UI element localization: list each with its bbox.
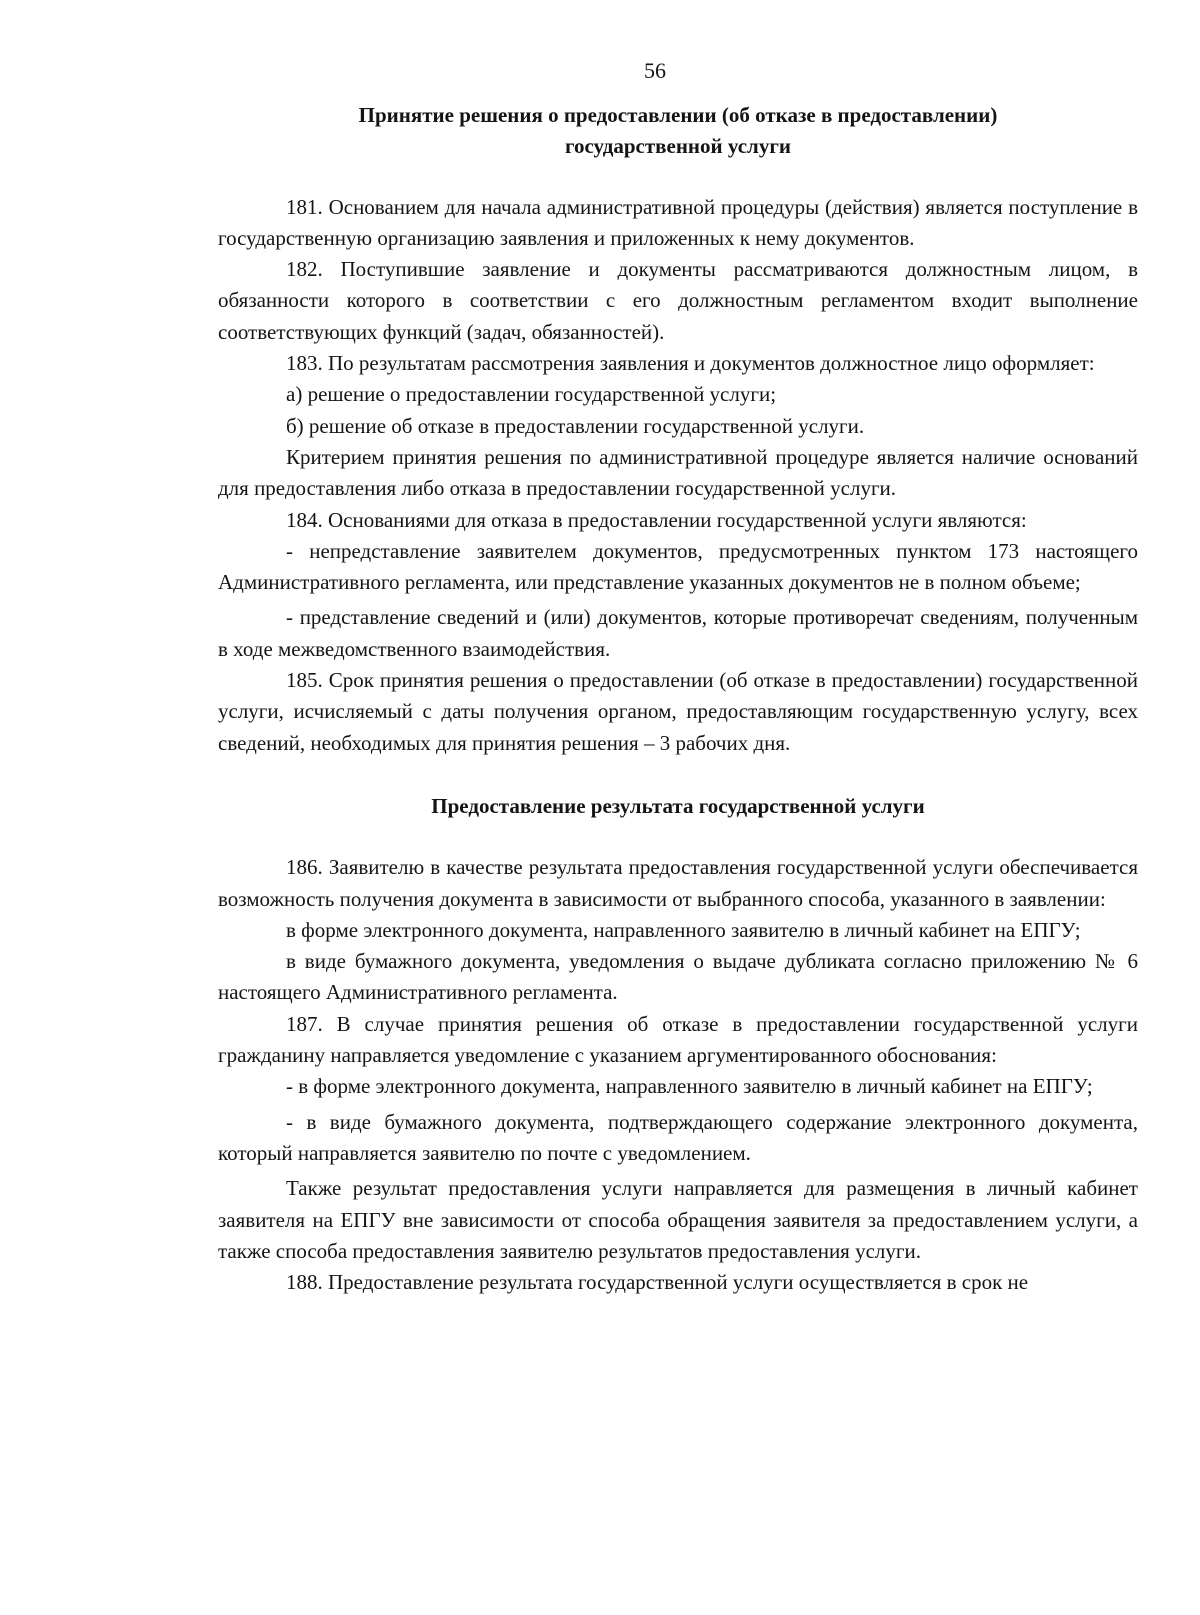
heading-line-1: Принятие решения о предоставлении (об отказе в предоставлении) (358, 103, 998, 127)
paragraph-187: 187. В случае принятия решения об отказе в предоставлении государственной услуги гражданину направляется уведомление с указанием аргументированного обоснования: (218, 1011, 1138, 1068)
paragraph-186-item-1: в форме электронного документа, направленного заявителю в личный кабинет на ЕПГУ; (286, 917, 1081, 942)
paragraph-184-item-1: - непредставление заявителем документов, предусмотренных пунктом 173 настоящего Административного регламента, или представление указанных документов не в полном объеме; (218, 538, 1138, 595)
paragraph-182: 182. Поступившие заявление и документы рассматриваются должностным лицом, в обязанности которого в соответствии с его должностным регламентом входит выполнение соответствующих функций (задач, обязанностей). (218, 257, 1138, 344)
section-heading-result: Предоставление результата государственной услуги (431, 793, 925, 818)
section-heading-decision (218, 100, 1138, 163)
paragraph-181: 181. Основанием для начала административной процедуры (действия) является поступление в государственную организацию заявления и приложенных к нему документов. (218, 194, 1138, 250)
paragraph-187-item-1: - в форме электронного документа, направленного заявителю в личный кабинет на ЕПГУ; (286, 1074, 1093, 1099)
paragraph-186: 186. Заявителю в качестве результата предоставления государственной услуги обеспечивается возможность получения документа в зависимости от выбранного способа, указанного в заявлении: (218, 855, 1138, 911)
paragraph-187-item-2: - в виде бумажного документа, подтверждающего содержание электронного документа, который направляется заявителю по почте с уведомлением. (218, 1109, 1138, 1165)
paragraph-184: 184. Основаниями для отказа в предоставлении государственной услуги являются: (286, 507, 1027, 532)
page-number: 56 (644, 58, 666, 83)
paragraph-183: 183. По результатам рассмотрения заявления и документов должностное лицо оформляет: (286, 351, 1095, 376)
paragraph-186-item-2: в виде бумажного документа, уведомления о выдаче дубликата согласно приложению № 6 настоящего Административного регламента. (218, 949, 1138, 1005)
document-body (218, 100, 1138, 1298)
paragraph-criterion: Критерием принятия решения по административной процедуре является наличие оснований для предоставления либо отказа в предоставлении государственной услуги. (218, 444, 1138, 501)
paragraph-183-b: б) решение об отказе в предоставлении государственной услуги. (286, 413, 865, 438)
paragraph-184-item-2: - представление сведений и (или) документов, которые противоречат сведениям, полученным в ходе межведомственного взаимодействия. (218, 605, 1138, 661)
paragraph-also: Также результат предоставления услуги направляется для размещения в личный кабинет заявителя на ЕПГУ вне зависимости от способа обращения заявителя за предоставлением услуги, а также способа предоставления заявителю результатов предоставления услуги. (218, 1176, 1138, 1263)
heading-line-2: государственной услуги (565, 134, 791, 159)
paragraph-185: 185. Срок принятия решения о предоставлении (об отказе в предоставлении) государственной услуги, исчисляемый с даты получения органом, предоставляющим государственную услугу, всех сведений, необходимых для принятия решения – 3 рабочих дня. (218, 668, 1138, 755)
paragraph-188: 188. Предоставление результата государственной услуги осуществляется в срок не (286, 1270, 1029, 1295)
paragraph-183-a: а) решение о предоставлении государственной услуги; (286, 382, 777, 407)
